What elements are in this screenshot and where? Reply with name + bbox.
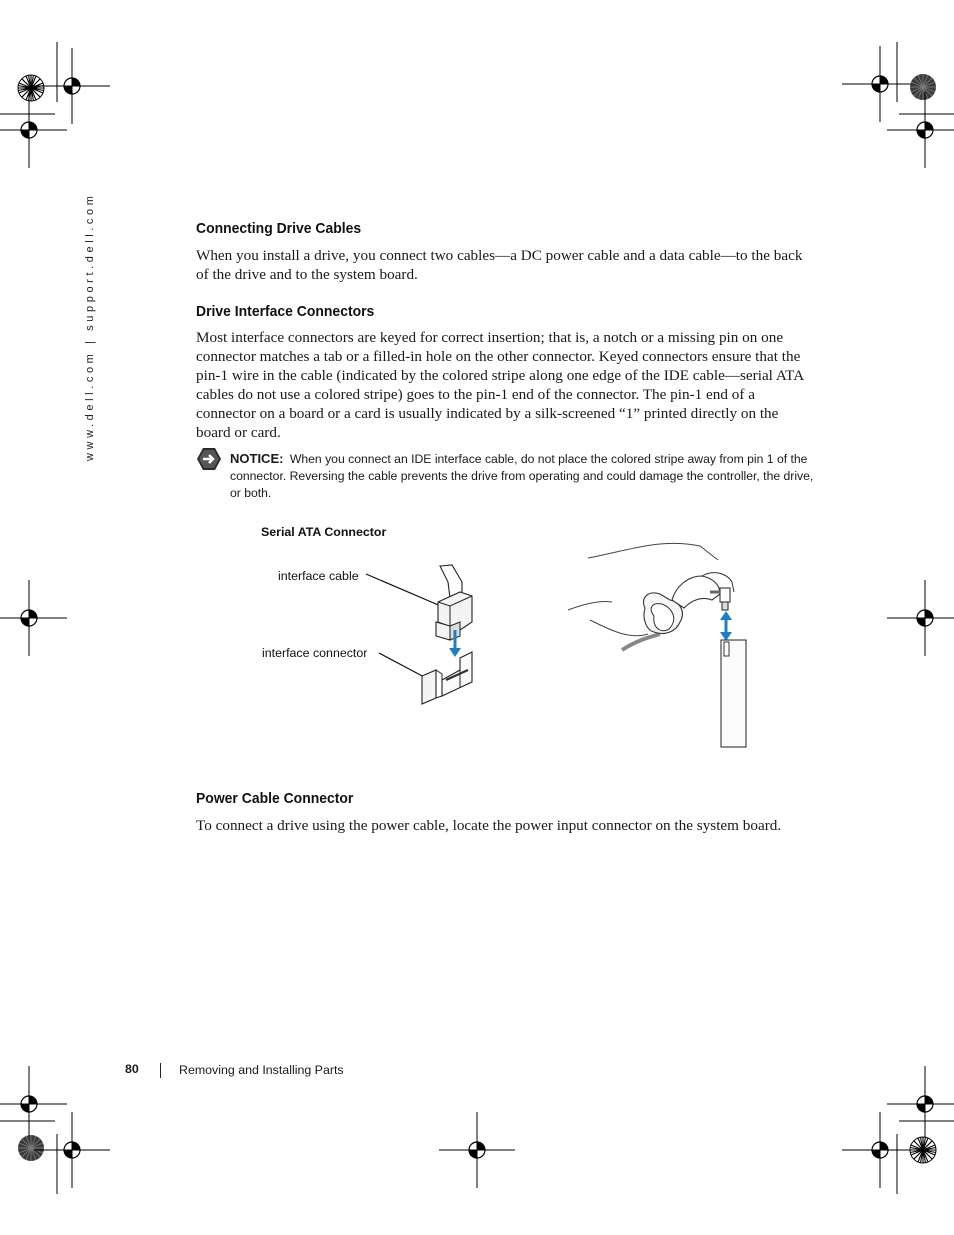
- paragraph-power-cable-connector: To connect a drive using the power cable, locate the power input connector on the system board.: [196, 817, 782, 834]
- notice-text: [230, 450, 816, 502]
- heading-drive-interface-connectors: Drive Interface Connectors: [196, 303, 375, 320]
- notice-body: When you connect an IDE interface cable, do not place the colored stripe away from pin 1 of the connector. Reversing the cable prevents the drive from operating and could damage the controller, the drive, or both.: [230, 452, 814, 500]
- notice-label: NOTICE:: [230, 451, 284, 466]
- page-number: 80: [125, 1062, 139, 1076]
- footer-section-title: Removing and Installing Parts: [179, 1063, 344, 1077]
- callout-interface-cable: interface cable: [278, 569, 359, 583]
- sidebar-url-text: www.dell.com | support.dell.com: [84, 192, 96, 461]
- paragraph-drive-interface-connectors: Most interface connectors are keyed for correct insertion; that is, a notch or a missing pin on one connector matches a tab or a filled-in hole on the other connector. Keyed connectors ensure that the pin-1 wire in the cable (indicated by the colored stripe along one edge of the IDE cable—serial ATA cables do not use a colored stripe) goes to the pin-1 end of the connector. The pin-1 end of a connector on a board or a card is usually indicated by a silk-screened “1” printed directly on the board or card.: [196, 329, 804, 441]
- sata-connector-illustration: [250, 530, 770, 770]
- heading-connecting-drive-cables: Connecting Drive Cables: [196, 220, 362, 237]
- figure-title: Serial ATA Connector: [261, 525, 387, 539]
- footer-divider: [160, 1063, 161, 1078]
- paragraph-connecting-drive-cables: When you install a drive, you connect two cables—a DC power cable and a data cable—to the back of the drive and to the system board.: [196, 247, 803, 283]
- heading-power-cable-connector: Power Cable Connector: [196, 790, 354, 807]
- callout-interface-connector: interface connector: [262, 646, 368, 660]
- page-footer: [0, 1062, 954, 1082]
- notice-icon: [196, 447, 222, 471]
- sidebar-url: [84, 192, 100, 461]
